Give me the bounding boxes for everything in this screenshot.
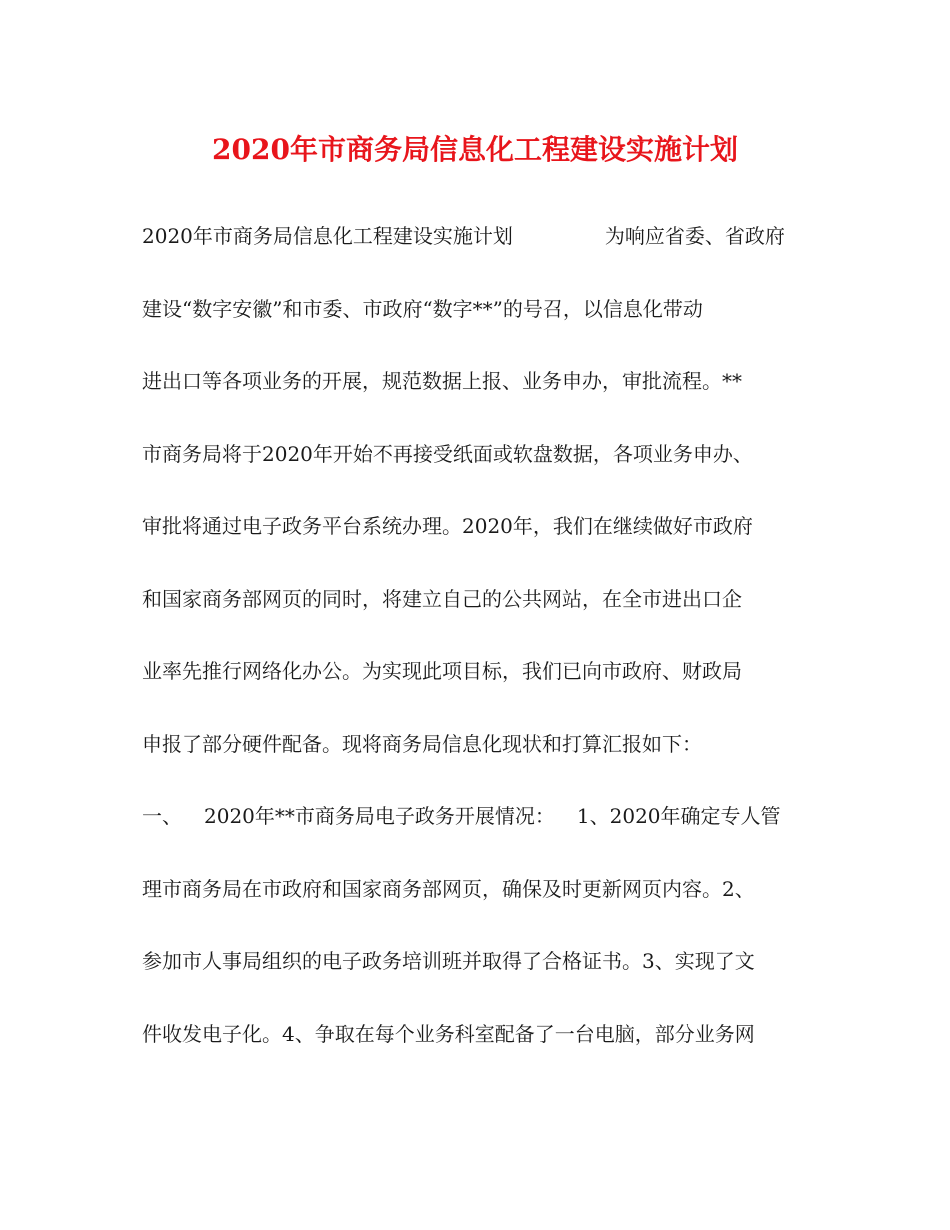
text-line: 建设“数字安徽”和市委、市政府“数字**”的号召，以信息化带动 (142, 296, 703, 321)
text-line: 参加市人事局组织的电子政务培训班并取得了合格证书。3、实现了文 (142, 949, 755, 973)
text-line: 市商务局将于2020年开始不再接受纸面或软盘数据，各项业务申办、 (142, 441, 753, 466)
document-title: 2020年市商务局信息化工程建设实施计划 (212, 133, 738, 166)
text-line: 和国家商务部网页的同时，将建立自己的公共网站，在全市进出口企 (142, 586, 742, 611)
document-body (142, 221, 822, 1091)
text-line: 理市商务局在市政府和国家商务部网页，确保及时更新网页内容。2、 (142, 876, 755, 901)
text-line (142, 221, 822, 294)
text-line: 业率先推行网络化办公。为实现此项目标，我们已向市政府、财政局 (142, 659, 742, 683)
section-heading: 2020年**市商务局电子政务开展情况： (204, 804, 555, 828)
text-line: 审批将通过电子政务平台系统办理。2020年，我们在继续做好市政府 (142, 514, 753, 538)
text-segment: 为响应省委、省政府 (604, 224, 785, 248)
text-segment: 1、2020年确定专人管 (576, 804, 781, 828)
text-segment: 2020年市商务局信息化工程建设实施计划 (142, 224, 513, 248)
text-line: 申报了部分硬件配备。现将商务局信息化现状和打算汇报如下： (142, 731, 702, 756)
section-number: 一、 (142, 804, 182, 828)
text-line: 件收发电子化。4、争取在每个业务科室配备了一台电脑，部分业务网 (142, 1021, 755, 1046)
text-line (142, 801, 822, 874)
text-line: 进出口等各项业务的开展，规范数据上报、业务申办，审批流程。** (142, 369, 742, 393)
